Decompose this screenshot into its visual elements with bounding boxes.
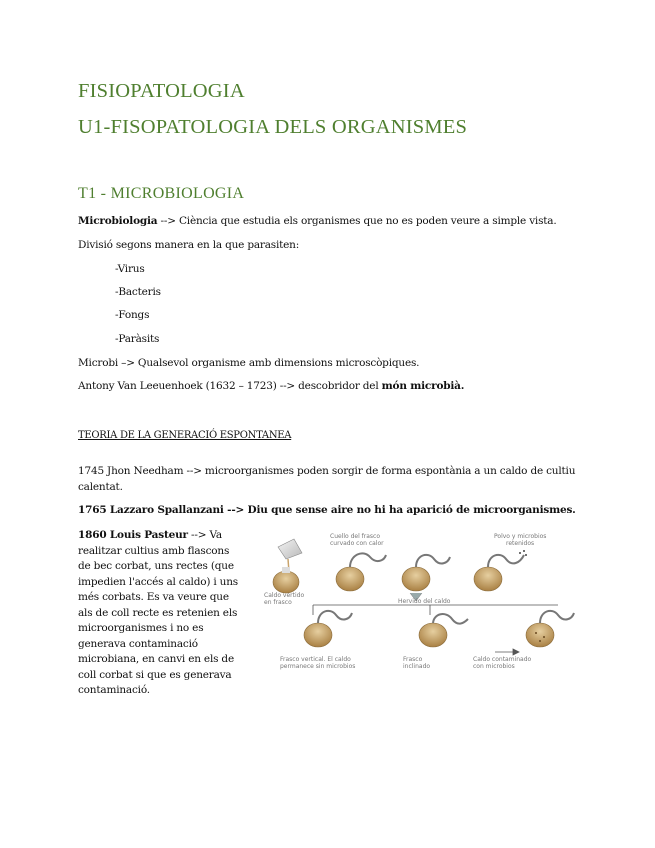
section-title: T1 - MICROBIOLOGIA <box>78 185 245 202</box>
spallanzani-line: 1765 Lazzaro Spallanzani --> Diu que sense aire no hi ha aparició de microorganismes. <box>78 504 576 516</box>
flask-dust-retained-icon <box>474 550 527 591</box>
figure-label-neck-2: curvado con calor <box>330 540 384 547</box>
leeuwenhoek-line <box>78 380 464 392</box>
pasteur-line: microbiana, en canvi en els de <box>78 653 234 665</box>
figure-label-tilted: Frasco <box>403 656 423 663</box>
pasteur-line: més corbats. Es va veure que <box>78 591 229 603</box>
pasteur-line-rest: --> Va <box>187 529 222 541</box>
flask-tilted-icon <box>419 614 468 647</box>
unit-title: U1-FISOPATOLOGIA DELS ORGANISMES <box>78 116 468 138</box>
figure-label-neck: Cuello del frasco <box>330 533 381 540</box>
needham-line-continued: calentat. <box>78 481 123 493</box>
pasteur-line: coll corbat si que es generava <box>78 668 232 681</box>
figure-label-contaminated-2: con microbios <box>473 663 515 670</box>
microbi-definition: Microbi –> Qualsevol organisme amb dimensions microscòpiques. <box>78 357 420 369</box>
figure-label-dust-2: retenidos <box>506 540 535 547</box>
pasteur-line: als de coll recte es retenien els <box>78 606 238 619</box>
pasteur-line <box>78 528 238 544</box>
definition-term: Microbiologia <box>78 215 158 227</box>
pasteur-line: de bec corbat, uns rectes (que <box>78 560 234 572</box>
figure-label-contaminated: Caldo contaminado <box>473 656 532 663</box>
division-item: -Bacteris <box>115 286 161 298</box>
figure-label-tilted-2: inclinado <box>403 663 431 670</box>
beaker-pour-icon <box>273 539 302 593</box>
figure-label-poured-2: en frasco <box>264 599 292 606</box>
figure-label-vertical-2: permanece sin microbios <box>280 663 356 670</box>
division-item: -Paràsits <box>115 333 160 345</box>
pasteur-line: generava contaminació <box>78 637 198 650</box>
pasteur-line: microorganismes i no es <box>78 622 204 634</box>
document-title: FISIOPATOLOGIA <box>78 80 245 102</box>
division-intro: Divisió segons manera en la que parasiten: <box>78 239 300 251</box>
figure-label-dust: Polvo y microbios <box>494 533 547 540</box>
flask-contaminated-icon <box>526 611 574 647</box>
pasteur-line: contaminació. <box>78 684 150 696</box>
figure-label-poured: Caldo vertido <box>264 592 305 599</box>
figure-label-vertical: Frasco vertical. El caldo <box>280 656 351 663</box>
pasteur-line: impedien l'accés al caldo) i uns <box>78 575 238 588</box>
division-item: -Virus <box>115 263 145 275</box>
theory-heading: TEORIA DE LA GENERACIÓ ESPONTANEA <box>78 430 292 441</box>
figure-label-boiled: Hervido del caldo <box>398 598 451 605</box>
needham-line: 1745 Jhon Needham --> microorganismes poden sorgir de forma espontània a un caldo de cultiu <box>78 465 576 477</box>
pasteur-paragraph <box>78 528 238 699</box>
pasteur-name: 1860 Louis Pasteur <box>78 529 188 541</box>
definition-line <box>78 215 557 227</box>
definition-text: --> Ciència que estudia els organismes que no es poden veure a simple vista. <box>157 215 557 227</box>
leeuwenhoek-text: Antony Van Leeuenhoek (1632 – 1723) --> descobridor del <box>78 380 382 392</box>
pasteur-experiment-figure <box>258 527 588 677</box>
flask-vertical-icon <box>304 611 352 647</box>
flask-curved-neck-icon <box>336 553 386 591</box>
pasteur-line: realitzar cultius amb flascons <box>78 544 230 557</box>
division-item: -Fongs <box>115 309 150 321</box>
leeuwenhoek-highlight: món microbià. <box>381 380 465 392</box>
flask-heating-icon <box>402 555 450 601</box>
